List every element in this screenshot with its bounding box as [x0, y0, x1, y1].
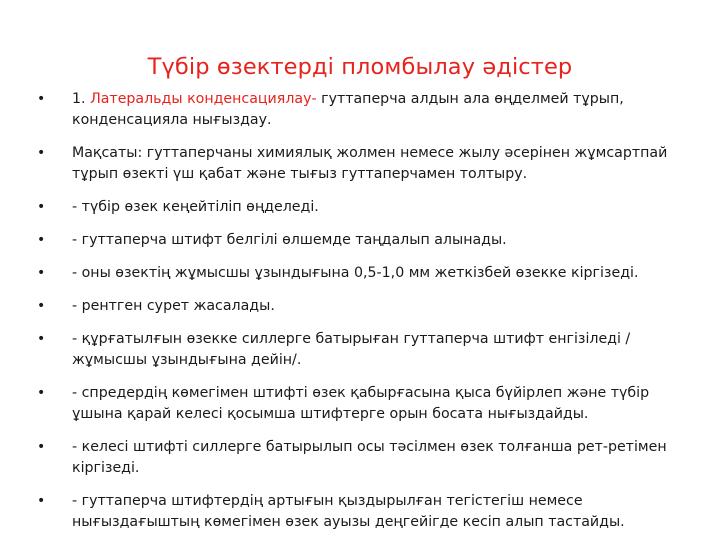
bullet-item-6 [37, 296, 687, 317]
bullet-icon: • [37, 493, 46, 509]
bullet-text: - гуттаперча штифт белгілі өлшемде таңдалып алынады. [72, 232, 507, 248]
bullet-icon: • [37, 385, 46, 401]
bullet-text: - түбір өзек кеңейтіліп өңделеді. [72, 199, 319, 215]
bullet-icon: • [37, 265, 46, 281]
slide-title: Түбір өзектерді пломбылау әдістер [147, 54, 573, 80]
bullet-icon: • [37, 298, 46, 314]
bullet-list [37, 89, 687, 545]
bullet-icon: • [37, 439, 46, 455]
bullet-item-8 [37, 383, 687, 425]
bullet-icon: • [37, 91, 46, 107]
bullet-text: - келесі штифті силлерге батырылып осы тәсілмен өзек толғанша рет-ретімен кіргізеді. [72, 439, 667, 476]
bullet-icon: • [37, 145, 46, 161]
bullet-icon: • [37, 199, 46, 215]
bullet-item-9 [37, 437, 687, 479]
bullet-text: - оны өзектің жұмысшы ұзындығына 0,5-1,0 мм жеткізбей өзекке кіргізеді. [72, 265, 639, 281]
bullet-icon: • [37, 331, 46, 347]
bullet-item-1 [37, 89, 687, 131]
bullet-text: - құрғатылғын өзекке силлерге батырыған гуттаперча штифт енгізіледі /жұмысшы ұзындығына дейін/. [72, 331, 631, 368]
bullet-item-2 [37, 143, 687, 185]
bullet-item-5 [37, 263, 687, 284]
method-name: Латеральды конденсациялау- [90, 91, 317, 107]
bullet-text: - спредердің көмегімен штифті өзек қабырғасына қыса бүйірлеп және түбір ұшына қарай келесі қосымша штифтерге орын босата нығыздайды. [72, 385, 650, 422]
bullet-item-3 [37, 197, 687, 218]
bullet-item-10 [37, 491, 687, 533]
bullet-text: гуттаперча алдын ала өңделмей тұрып, конденсацияла нығыздау. [72, 91, 624, 128]
bullet-item-7 [37, 329, 687, 371]
bullet-item-4 [37, 230, 687, 251]
bullet-number: 1. [72, 91, 86, 107]
bullet-text: Мақсаты: гуттаперчаны химиялық жолмен немесе жылу әсерінен жұмсартпай тұрып өзекті үш қабат және тығыз гуттаперчамен толтыру. [72, 145, 668, 182]
bullet-text: - рентген сурет жасалады. [72, 298, 275, 314]
bullet-icon: • [37, 232, 46, 248]
bullet-text: - гуттаперча штифтердің артығын қыздырылған тегістегіш немесе нығыздағыштың көмегімен өзек ауызы деңгейігде кесіп алып тастайды. [72, 493, 625, 530]
